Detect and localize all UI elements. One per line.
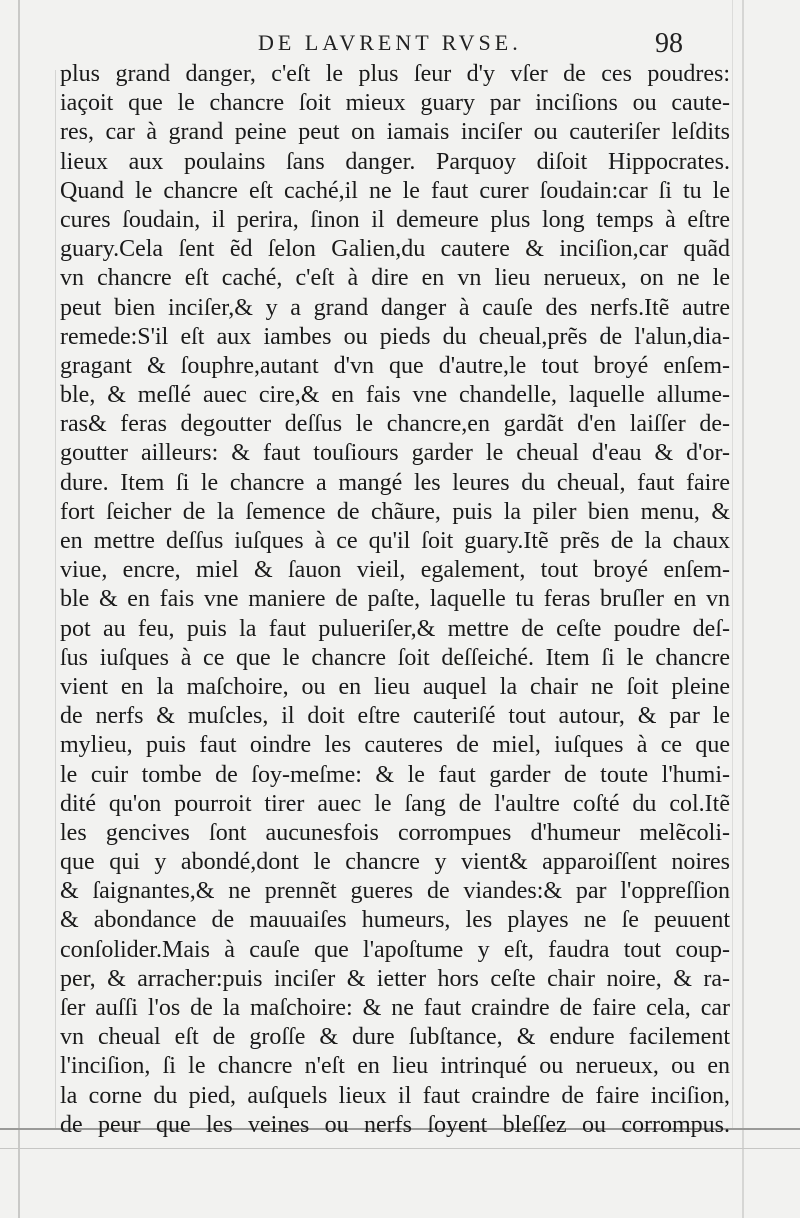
page-bottom-edge-shadow xyxy=(0,1148,800,1149)
text-line: res, car à grand peine peut on iamais inciſer ou cauteriſer leſdits xyxy=(60,119,730,146)
text-line: gragant & ſouphre,autant d'vn que d'autre,le tout broyé enſem- xyxy=(60,352,730,379)
text-line: dité qu'on pourroit tirer auec le ſang de l'aultre coſté du col.Itẽ xyxy=(60,790,730,817)
text-line: ble, & meſlé auec cire,& en fais vne chandelle, laquelle allume- xyxy=(60,382,730,409)
text-line: & abondance de mauuaiſes humeurs, les playes ne ſe peuuent xyxy=(60,907,730,934)
text-line: viue, encre, miel & ſauon vieil, egalement, tout broyé enſem- xyxy=(60,557,730,584)
text-line: per, & arracher:puis inciſer & ietter hors ceſte chair noire, & ra- xyxy=(60,965,730,992)
text-line: ſer auſſi l'os de la maſchoire: & ne faut craindre de faire cela, car xyxy=(60,995,730,1021)
running-head: DE LAVRENT RVSE. xyxy=(258,30,522,55)
text-line: vient en la maſchoire, ou en lieu auquel la chair ne ſoit pleine xyxy=(60,673,730,700)
page-edge-right xyxy=(742,0,744,1218)
text-line: mylieu, puis faut oindre les cauteres de miel, iuſques à ce que xyxy=(60,732,730,759)
page-edge-left xyxy=(18,0,20,1218)
page-number: 98 xyxy=(655,28,683,59)
text-line: lieux aux poulains ſans danger. Parquoy diſoit Hippocrates. xyxy=(60,148,730,175)
text-line: guary.Cela ſent ẽd ſelon Galien,du cautere & inciſion,car quãd xyxy=(60,236,730,263)
text-line: le cuir tombe de ſoy-meſme: & le faut garder de toute l'humi- xyxy=(60,761,730,788)
text-line: de peur que les veines ou nerfs ſoyent bleſſez ou corrompus. xyxy=(60,1111,730,1138)
text-line: Quand le chancre eſt caché,il ne le faut curer ſoudain:car ſi tu le xyxy=(60,177,730,204)
text-line: & ſaignantes,& ne prennẽt gueres de viandes:& par l'oppreſſion xyxy=(60,878,730,905)
text-line: l'inciſion, ſi le chancre n'eſt en lieu intrinqué ou nerueux, ou en xyxy=(60,1053,730,1080)
page-edge-inner-left xyxy=(55,70,56,1130)
text-line: peut bien inciſer,& y a grand danger à cauſe des nerfs.Itẽ autre xyxy=(60,294,730,321)
text-line: conſolider.Mais à cauſe que l'apoſtume y eſt, faudra tout coup- xyxy=(60,936,730,963)
text-line: vn cheual eſt de groſſe & dure ſubſtance, & endure facilement xyxy=(60,1024,730,1051)
text-line: que qui y abondé,dont le chancre y vient& apparoiſſent noires xyxy=(60,849,730,876)
text-line: les gencives ſont aucunesfois corrompues d'humeur melẽcoli- xyxy=(60,819,730,846)
text-line: pot au feu, puis la faut pulueriſer,& mettre de ceſte poudre deſ- xyxy=(60,615,730,642)
text-line: la corne du pied, auſquels lieux il faut craindre de faire inciſion, xyxy=(60,1082,730,1109)
page-edge-inner-right xyxy=(732,0,733,1130)
text-line: plus grand danger, c'eſt le plus ſeur d'y vſer de ces poudres: xyxy=(60,61,730,87)
body-text xyxy=(60,60,730,1140)
text-line: ble & en fais vne maniere de paſte, laquelle tu feras bruſler en vn xyxy=(60,586,730,613)
text-line: de nerfs & muſcles, il doit eſtre cauteriſé tout autour, & par le xyxy=(60,703,730,730)
text-line: en mettre deſſus iuſques à ce qu'il ſoit guary.Itẽ prẽs de la chaux xyxy=(60,528,730,554)
text-line: iaçoit que le chancre ſoit mieux guary par inciſions ou caute- xyxy=(60,90,730,117)
text-line: goutter ailleurs: & faut touſiours garder le cheual d'eau & d'or- xyxy=(60,440,730,467)
text-line: ras& feras degoutter deſſus le chancre,en gardãt d'en laiſſer de- xyxy=(60,411,730,438)
text-line: dure. Item ſi le chancre a mangé les leures du cheual, faut faire xyxy=(60,469,730,496)
text-line: cures ſoudain, il perira, ſinon il demeure plus long temps à eſtre xyxy=(60,206,730,233)
text-line: ſus iuſques à ce que le chancre ſoit deſſeiché. Item ſi le chancre xyxy=(60,644,730,671)
text-line: vn chancre eſt caché, c'eſt à dire en vn lieu nerueux, on ne le xyxy=(60,265,730,292)
text-line: fort ſeicher de la ſemence de chãure, puis la piler bien menu, & xyxy=(60,498,730,525)
text-line: remede:S'il eſt aux iambes ou pieds du cheual,prẽs de l'alun,dia- xyxy=(60,323,730,350)
